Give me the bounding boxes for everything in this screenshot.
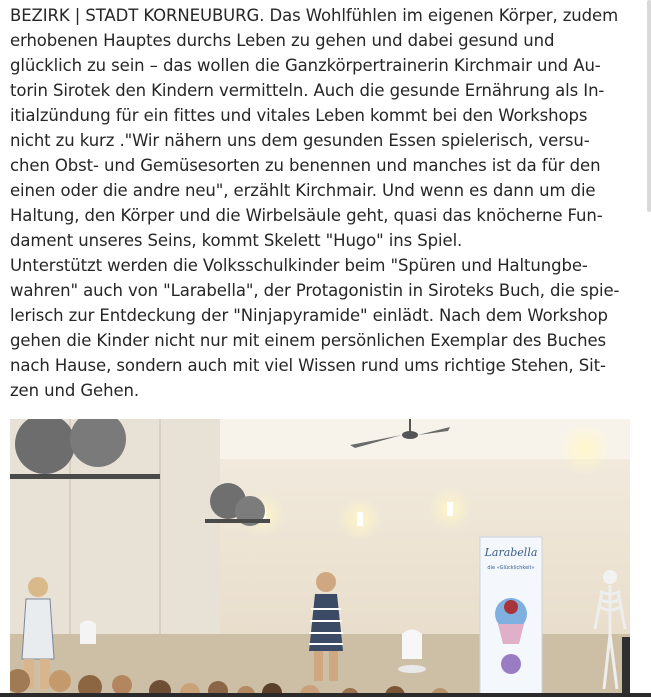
scrollbar[interactable] xyxy=(647,0,651,212)
article-line: Unterstützt werden die Volksschulkinder beim "Spüren und Haltungbe- xyxy=(10,256,588,275)
article-photo xyxy=(10,419,630,697)
article-line: gehen die Kinder nicht nur mit einem persönlichen Exemplar des Buches xyxy=(10,331,607,350)
article-line: Haltung, den Körper und die Wirbelsäule geht, quasi das knöcherne Fun- xyxy=(10,206,603,225)
banner-subtitle: die «Glücklichkeit» xyxy=(487,565,535,571)
article-line: BEZIRK | STADT KORNEUBURG. Das Wohlfühlen im eigenen Körper, zudem xyxy=(10,6,619,25)
article-line: torin Sirotek den Kindern vermitteln. Auch die gesunde Ernährung als In- xyxy=(10,81,605,100)
article-line: glücklich zu sein – das wollen die Ganzkörpertrainerin Kirchmair und Au- xyxy=(10,56,601,75)
article-line: dament unseres Seins, kommt Skelett "Hugo" ins Spiel. xyxy=(10,231,463,250)
workshop-photo xyxy=(10,419,630,697)
article-line: chen Obst- und Gemüsesorten zu benennen und manches ist da für den xyxy=(10,156,601,175)
banner-title: Larabella xyxy=(484,546,538,559)
article-line: einen oder die andre neu", erzählt Kirchmair. Und wenn es dann um die xyxy=(10,181,596,200)
article-line: itialzündung für ein fittes und vitales Leben kommt bei den Workshops xyxy=(10,106,588,125)
article-line: lerisch zur Entdeckung der "Ninjapyramide" einlädt. Nach dem Workshop xyxy=(10,306,608,325)
article-line: nach Hause, sondern auch mit viel Wissen rund ums richtige Stehen, Sit- xyxy=(10,356,606,375)
larabella-banner xyxy=(480,537,542,697)
article-line: erhobenen Hauptes durchs Leben zu gehen und dabei gesund und xyxy=(10,31,555,50)
article-line: zen und Gehen. xyxy=(10,381,139,400)
bottom-edge xyxy=(0,693,651,697)
article-text xyxy=(10,3,628,403)
article-line: wahren" auch von "Larabella", der Protagonistin in Siroteks Buch, die spie- xyxy=(10,281,620,300)
article-line: nicht zu kurz ."Wir nähern uns dem gesunden Essen spielerisch, versu- xyxy=(10,131,590,150)
